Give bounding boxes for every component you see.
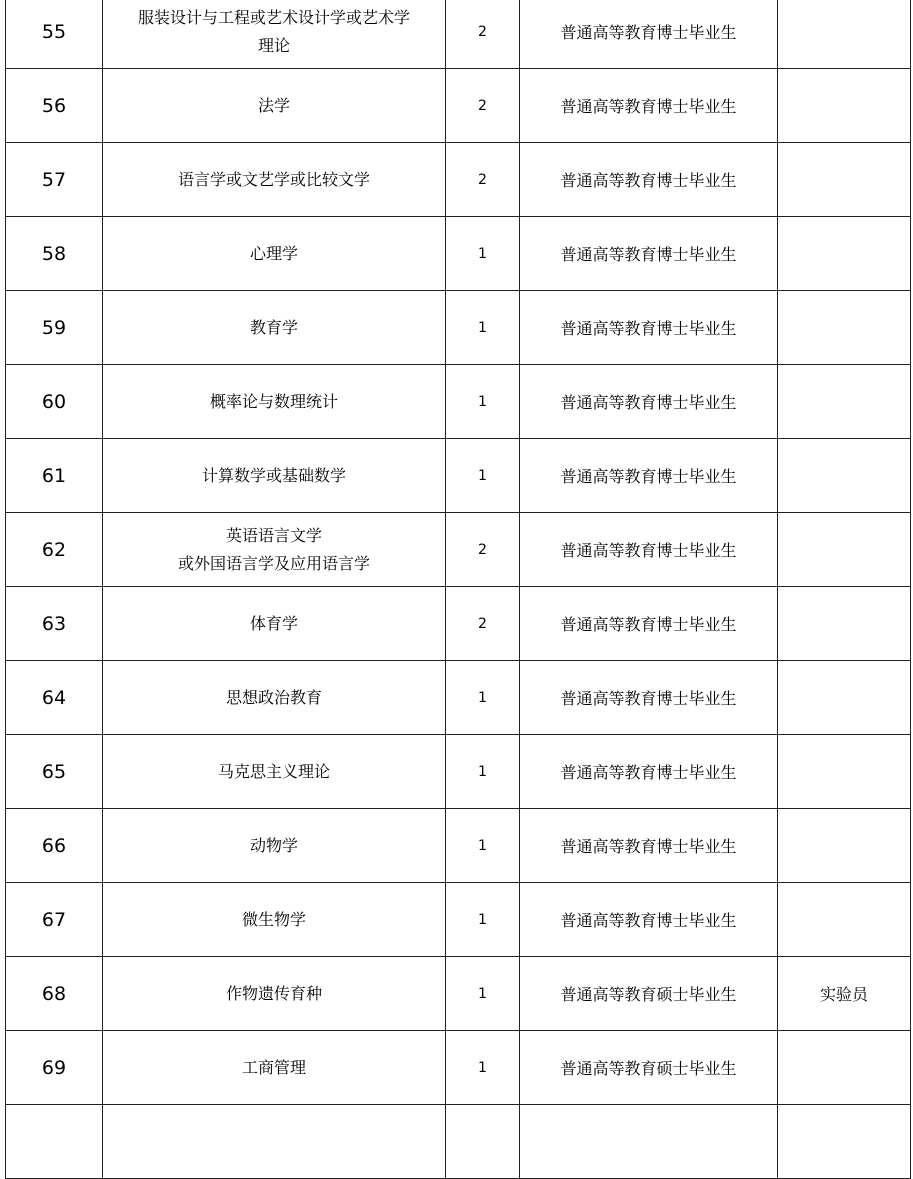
row-number-cell: 67 [6,883,103,957]
major-line: 或外国语言学及应用语言学 [177,553,370,573]
note-cell [778,291,911,365]
note-cell [778,513,911,587]
table-row [6,957,911,1031]
note-cell [778,883,911,957]
table-row [6,735,911,809]
major-line: 英语语言文学 [225,525,322,545]
major-cell [103,217,446,291]
major-cell [103,883,446,957]
major-cell [103,143,446,217]
row-number-cell: 66 [6,809,103,883]
count-cell: 1 [446,1031,520,1105]
education-cell: 普通高等教育博士毕业生 [520,217,778,291]
major-cell [103,1105,446,1179]
row-number-cell: 55 [6,0,103,69]
note-cell [778,809,911,883]
table-row [6,439,911,513]
education-cell: 普通高等教育博士毕业生 [520,587,778,661]
table-row [6,587,911,661]
note-cell [778,69,911,143]
major-cell [103,0,446,69]
education-cell: 普通高等教育博士毕业生 [520,809,778,883]
count-cell: 1 [446,291,520,365]
major-cell [103,365,446,439]
count-cell: 1 [446,439,520,513]
table-row [6,883,911,957]
major-line: 微生物学 [241,909,306,929]
major-line: 概率论与数理统计 [209,391,338,411]
table-row [6,661,911,735]
note-cell [778,1105,911,1179]
note-cell [778,217,911,291]
row-number-cell: 56 [6,69,103,143]
row-number-cell: 59 [6,291,103,365]
major-line: 动物学 [249,835,298,855]
row-number-cell: 61 [6,439,103,513]
major-cell [103,735,446,809]
note-cell [778,735,911,809]
note-cell [778,661,911,735]
major-line: 马克思主义理论 [217,761,330,781]
table-row [6,1031,911,1105]
major-cell [103,661,446,735]
major-line: 思想政治教育 [225,687,322,707]
major-line: 工商管理 [241,1057,306,1077]
count-cell: 2 [446,587,520,661]
count-cell: 1 [446,365,520,439]
note-cell [778,439,911,513]
table-row [6,291,911,365]
count-cell: 1 [446,809,520,883]
row-number-cell: 57 [6,143,103,217]
count-cell: 1 [446,735,520,809]
count-cell [446,1105,520,1179]
major-cell [103,1031,446,1105]
note-cell [778,587,911,661]
major-line: 法学 [257,95,290,115]
major-line: 心理学 [249,243,298,263]
table-body [6,0,911,1179]
education-cell [520,1105,778,1179]
count-cell: 2 [446,0,520,69]
education-cell: 普通高等教育博士毕业生 [520,661,778,735]
row-number-cell: 62 [6,513,103,587]
major-cell [103,513,446,587]
major-cell [103,439,446,513]
note-cell [778,0,911,69]
count-cell: 1 [446,883,520,957]
row-number-cell: 68 [6,957,103,1031]
education-cell: 普通高等教育博士毕业生 [520,69,778,143]
row-number-cell: 60 [6,365,103,439]
row-number-cell: 65 [6,735,103,809]
major-cell [103,587,446,661]
major-cell [103,957,446,1031]
count-cell: 2 [446,69,520,143]
count-cell: 1 [446,957,520,1031]
major-line: 作物遗传育种 [225,983,322,1003]
count-cell: 2 [446,143,520,217]
major-line: 理论 [257,35,290,55]
recruitment-table [5,0,911,1179]
major-line: 服装设计与工程或艺术设计学或艺术学 [137,7,410,27]
row-number-cell: 63 [6,587,103,661]
major-line: 语言学或文艺学或比较文学 [177,169,370,189]
major-line: 教育学 [249,317,298,337]
table-row [6,513,911,587]
education-cell: 普通高等教育博士毕业生 [520,0,778,69]
education-cell: 普通高等教育博士毕业生 [520,439,778,513]
table-row [6,1105,911,1179]
table-row [6,0,911,69]
note-cell [778,143,911,217]
count-cell: 1 [446,661,520,735]
note-cell [778,1031,911,1105]
major-line: 计算数学或基础数学 [201,465,346,485]
note-cell [778,365,911,439]
table-row [6,143,911,217]
count-cell: 1 [446,217,520,291]
major-cell [103,809,446,883]
education-cell: 普通高等教育博士毕业生 [520,735,778,809]
table-row [6,217,911,291]
education-cell: 普通高等教育硕士毕业生 [520,957,778,1031]
note-cell: 实验员 [778,957,911,1031]
row-number-cell: 64 [6,661,103,735]
table-row [6,809,911,883]
education-cell: 普通高等教育博士毕业生 [520,143,778,217]
education-cell: 普通高等教育硕士毕业生 [520,1031,778,1105]
major-line: 体育学 [249,613,298,633]
table-row [6,365,911,439]
education-cell: 普通高等教育博士毕业生 [520,291,778,365]
education-cell: 普通高等教育博士毕业生 [520,513,778,587]
education-cell: 普通高等教育博士毕业生 [520,883,778,957]
major-cell [103,69,446,143]
count-cell: 2 [446,513,520,587]
row-number-cell [6,1105,103,1179]
row-number-cell: 58 [6,217,103,291]
table-row [6,69,911,143]
major-cell [103,291,446,365]
row-number-cell: 69 [6,1031,103,1105]
education-cell: 普通高等教育博士毕业生 [520,365,778,439]
